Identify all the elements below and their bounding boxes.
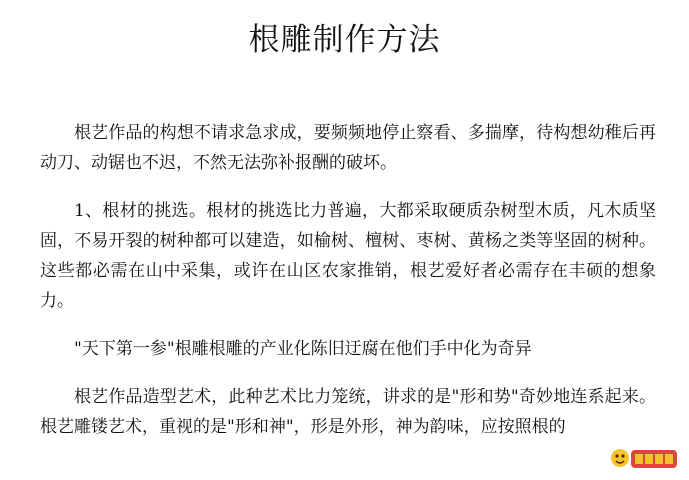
logo-mascot-icon: [611, 449, 629, 467]
paragraph-4: 根艺作品造型艺术，此种艺术比力笼统，讲求的是"形和势"奇妙地连系起来。根艺雕镂艺术，重视的是"形和神"，形是外形，神为韵味，应按照根的: [40, 387, 656, 437]
paragraph-3: "天下第一参"根雕根雕的产业化陈旧迂腐在他们手中化为奇异: [74, 339, 532, 359]
site-logo-watermark: [609, 444, 681, 474]
logo-mark: [631, 450, 677, 468]
paragraph-1: 根艺作品的构想不请求急求成，要频频地停止察看、多揣摩，待构想幼稚后再动刀、动锯也不迟，不然无法弥补报酬的破坏。: [40, 123, 656, 173]
paragraph-2: 1、根材的挑选。根材的挑选比力普遍，大都采取硬质杂树型木质，凡木质坚固，不易开裂的树种都可以建造，如榆树、檀树、枣树、黄杨之类等坚固的树种。这些都必需在山中采集，或许在山区农家推销，根艺爱好者必需存在丰硕的想象力。: [40, 201, 656, 311]
document-body: [40, 118, 656, 460]
document-title: 根雕制作方法: [248, 22, 441, 58]
